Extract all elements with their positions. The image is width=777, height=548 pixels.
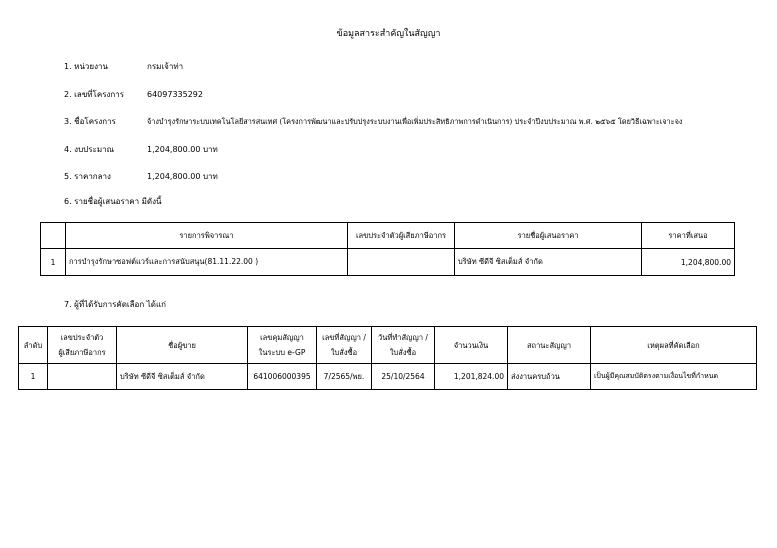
field-label: 5. ราคากลาง [64, 172, 111, 181]
header-text: วันที่ทำสัญญา / [378, 333, 428, 342]
document-title: ข้อมูลสาระสำคัญในสัญญา [336, 29, 441, 39]
table-header-row [41, 223, 735, 249]
col-header-egp [248, 327, 317, 364]
section6-heading: 6. รายชื่อผู้เสนอราคา มีดังนี้ [64, 197, 162, 206]
col-header-price: ราคาที่เสนอ [642, 223, 735, 249]
header-text: เหตุผลที่คัดเลือก [647, 340, 700, 350]
cell-status: ส่งงานครบถ้วน [508, 364, 591, 390]
cell-amount: 1,201,824.00 [435, 364, 508, 390]
field-label: 1. หน่วยงาน [64, 62, 108, 71]
header-text: ผู้เสียภาษีอากร [58, 348, 106, 357]
field-value: จ้างบำรุงรักษาระบบเทคโนโลยีสารสนเทศ (โครงการพัฒนาและปรับปรุงระบบงานเพื่อเพิ่มประสิทธิภาพการดำเนินการ) ประจำปีงบประมาณ พ.ศ. ๒๕๖๕ โดยวิธีเฉพาะเจาะจง [147, 117, 683, 126]
field-value: กรมเจ้าท่า [147, 62, 184, 71]
col-header-taxid: เลขประจำตัวผู้เสียภาษีอากร [348, 223, 455, 249]
header-text: เลขคุมสัญญา [260, 333, 304, 342]
header-text: จำนวนเงิน [453, 340, 489, 350]
header-text: เลขประจำตัว [60, 333, 104, 342]
col-header-contract-date [372, 327, 435, 364]
col-header-vendor [117, 327, 248, 364]
section7-heading: 7. ผู้ที่ได้รับการคัดเลือก ได้แก่ [64, 300, 166, 309]
field-median-price [64, 170, 218, 183]
field-budget [64, 143, 218, 156]
col-header-status [508, 327, 591, 364]
cell-bidder: บริษัท ซีดีจี ซิสเต็มส์ จำกัด [455, 249, 642, 276]
col-header-bidder: รายชื่อผู้เสนอราคา [455, 223, 642, 249]
col-header-amount [435, 327, 508, 364]
field-value: 1,204,800.00 บาท [147, 172, 218, 181]
field-project-number [64, 88, 203, 101]
table-row [19, 364, 757, 390]
field-label: 4. งบประมาณ [64, 145, 115, 154]
field-value: 64097335292 [147, 90, 203, 99]
cell-order: 1 [19, 364, 48, 390]
field-agency [64, 60, 183, 73]
field-label: 3. ชื่อโครงการ [64, 117, 116, 126]
field-label: 2. เลขที่โครงการ [64, 90, 125, 99]
cell-no: 1 [41, 249, 66, 276]
col-header-reason [591, 327, 757, 364]
col-header-order [19, 327, 48, 364]
cell-taxid [48, 364, 117, 390]
header-text: ลำดับ [23, 340, 43, 350]
bidders-table [40, 222, 735, 276]
cell-contract-no: 7/2565/พย. [317, 364, 372, 390]
header-text: สถานะสัญญา [526, 340, 572, 350]
cell-taxid [348, 249, 455, 276]
cell-reason: เป็นผู้มีคุณสมบัติตรงตามเงื่อนไขที่กำหนด [591, 364, 757, 390]
col-header-no [41, 223, 66, 249]
cell-egp: 641006000395 [248, 364, 317, 390]
cell-price: 1,204,800.00 [642, 249, 735, 276]
header-text: ในระบบ e-GP [258, 348, 306, 357]
col-header-contract-no [317, 327, 372, 364]
header-text: เลขที่สัญญา / [322, 333, 366, 342]
header-text: ชื่อผู้ขาย [168, 340, 196, 350]
table-row [41, 249, 735, 276]
selected-vendor-table [18, 326, 757, 390]
col-header-taxid [48, 327, 117, 364]
field-project-name [64, 115, 682, 128]
header-text: ใบสั่งซื้อ [330, 348, 358, 357]
cell-contract-date: 25/10/2564 [372, 364, 435, 390]
table-header-row [19, 327, 757, 364]
col-header-item: รายการพิจารณา [66, 223, 348, 249]
cell-item: การบำรุงรักษาซอฟต์แวร์และการสนับสนุน(81.11.22.00 ) [66, 249, 348, 276]
cell-vendor: บริษัท ซีดีจี ซิสเต็มส์ จำกัด [117, 364, 248, 390]
field-value: 1,204,800.00 บาท [147, 145, 218, 154]
header-text: ใบสั่งซื้อ [389, 348, 417, 357]
